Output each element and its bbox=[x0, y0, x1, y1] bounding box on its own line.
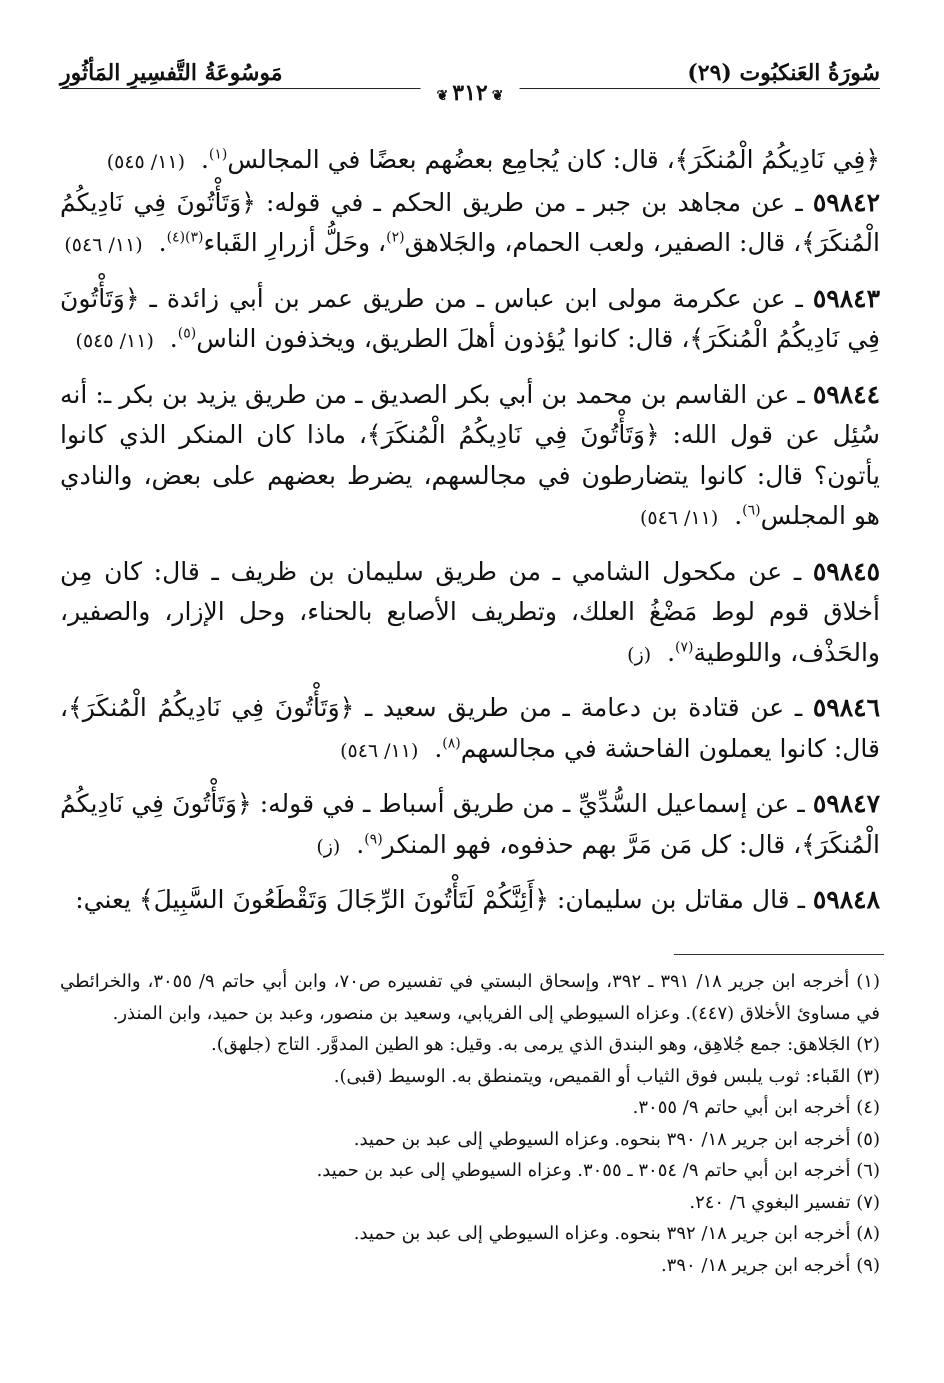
paragraph-text: ، وحَلُّ أزرارِ القَباء bbox=[203, 228, 387, 257]
page-number-box bbox=[421, 80, 520, 106]
source-ref: (ز) bbox=[627, 643, 652, 666]
punctuation: . bbox=[667, 637, 676, 667]
narration-number: ٥٩٨٤٢ bbox=[812, 187, 881, 217]
narration-number: ٥٩٨٤٧ bbox=[812, 789, 880, 818]
footnote-marker: (٢) bbox=[386, 229, 405, 246]
footnote-marker: (٥) bbox=[177, 325, 197, 342]
footnote-marker: (٩) bbox=[364, 831, 383, 848]
footnote-5: (٥) أخرجه ابن جرير ١٨/ ٣٩٠ بنحوه. وعزاه السيوطي إلى عبد بن حميد. bbox=[353, 1128, 880, 1150]
footnote-marker: (٨) bbox=[442, 735, 461, 752]
page-number: ٣١٢ bbox=[452, 80, 488, 106]
narration-59848 bbox=[60, 880, 880, 921]
paragraph-text: ـ قال مقاتل بن سليمان: ﴿أَئِنَّكُمْ لَتَأْتُونَ الرِّجَالَ وَتَقْطَعُونَ السَّبِيلَ﴾ يعني: bbox=[75, 885, 805, 914]
footnotes bbox=[60, 966, 880, 1281]
footnote-marker: (٧) bbox=[675, 639, 694, 656]
paragraph-text: ـ عن إسماعيل السُّدِّيِّ ـ من طريق أسباط ـ في قوله: ﴿وَتَأْتُونَ فِي نَادِيكُمُ الْمُنكَرَ﴾، قال: كل مَن مَرَّ بهم حذفوه، فهو المنكر bbox=[60, 789, 880, 859]
source-ref: (١١/ ٥٤٥) bbox=[106, 151, 186, 173]
footnote-9: (٩) أخرجه ابن جرير ١٨/ ٣٩٠. bbox=[660, 1254, 880, 1276]
ornament-icon: ❦ bbox=[436, 88, 449, 104]
book-title: مَوسُوعَةُ التَّفسِيرِ المَأثُورِ bbox=[60, 60, 283, 86]
footnote-7: (٧) تفسير البغوي ٦/ ٢٤٠. bbox=[689, 1191, 880, 1213]
surah-title: سُورَةُ العَنكبُوت (٢٩) bbox=[687, 60, 880, 86]
source-ref: (١١/ ٥٤٦) bbox=[340, 739, 419, 762]
punctuation: . bbox=[356, 829, 365, 859]
punctuation: . bbox=[434, 733, 443, 763]
paragraph-text: ـ عن قتادة بن دعامة ـ من طريق سعيد ـ ﴿وَتَأْتُونَ فِي نَادِيكُمُ الْمُنكَرَ﴾، قال: كانوا يعملون الفاحشة في مجالسهم bbox=[60, 693, 880, 763]
source-ref: (١١/ ٥٤٥) bbox=[75, 330, 154, 352]
paragraph-text: ـ عن مكحول الشامي ـ من طريق سليمان بن ظريف ـ قال: كان مِن أخلاق قوم لوط مَضْغُ العلك، وتطريف الأصابع بالحناء، وحل الإزار، والصفير، والحَذْف، واللوطية bbox=[60, 556, 880, 667]
narration-59845 bbox=[60, 552, 880, 676]
punctuation: . bbox=[200, 145, 209, 174]
paragraph-text: ـ عن مجاهد بن جبر ـ من طريق الحكم ـ في قوله: ﴿وَتَأْتُونَ فِي نَادِيكُمُ الْمُنكَرَ﴾، قال: الصفير، ولعب الحمام، والجَلاهق bbox=[60, 187, 880, 257]
main-text bbox=[60, 140, 880, 921]
paragraph-text: ـ عن عكرمة مولى ابن عباس ـ من طريق عمر بن أبي زائدة ـ ﴿وَتَأْتُونَ فِي نَادِيكُمُ الْمُنكَرَ﴾، قال: كانوا يُؤذون أهلَ الطريق، ويخذفون الناس bbox=[60, 283, 880, 353]
ornament-icon: ❦ bbox=[491, 88, 504, 104]
narration-number: ٥٩٨٤٦ bbox=[812, 693, 881, 722]
footnote-marker: (٦) bbox=[742, 502, 761, 519]
narration-59842 bbox=[60, 183, 880, 266]
paragraph-text: ـ عن القاسم بن محمد بن أبي بكر الصديق ـ من طريق يزيد بن بكر ـ: أنه سُئِل عن قول الله: ﴿وَتَأْتُونَ فِي نَادِيكُمُ الْمُنكَرَ﴾، ماذا كان المنكر الذي كانوا يأتون؟ قال: كانوا يتضارطون في مجالسهم، يضرط بعضهم على بعض، والنادي هو المجلس bbox=[60, 379, 880, 530]
footnote-8: (٨) أخرجه ابن جرير ١٨/ ٣٩٢ بنحوه. وعزاه السيوطي إلى عبد بن حميد. bbox=[353, 1223, 880, 1244]
punctuation: . bbox=[169, 324, 178, 353]
footnote-4: (٤) أخرجه ابن أبي حاتم ٩/ ٣٠٥٥. bbox=[632, 1097, 880, 1118]
source-ref: (١١/ ٥٤٦) bbox=[64, 234, 143, 256]
paragraph-continuation bbox=[60, 140, 880, 183]
narration-59843 bbox=[60, 279, 880, 362]
narration-number: ٥٩٨٤٨ bbox=[812, 885, 880, 914]
footnote-marker: (٣)(٤) bbox=[166, 229, 204, 246]
footnote-marker: (١) bbox=[208, 146, 228, 163]
paragraph-text: ﴿فِي نَادِيكُمُ الْمُنكَرَ﴾، قال: كان يُجامِع بعضُهم بعضًا في المجالس bbox=[227, 145, 880, 174]
punctuation: . bbox=[734, 501, 743, 530]
footnote-3: (٣) القَباء: ثوب يلبس فوق الثياب أو القميص، ويتمنطق به. الوسيط (قبى). bbox=[333, 1065, 880, 1087]
narration-number: ٥٩٨٤٤ bbox=[812, 379, 880, 409]
narration-59846 bbox=[60, 688, 880, 771]
narration-59844 bbox=[60, 375, 880, 539]
punctuation: . bbox=[158, 228, 167, 257]
narration-number: ٥٩٨٤٥ bbox=[812, 556, 880, 586]
narration-59847 bbox=[60, 784, 880, 867]
page-header bbox=[60, 58, 880, 106]
footnote-6: (٦) أخرجه ابن أبي حاتم ٩/ ٣٠٥٤ ـ ٣٠٥٥. وعزاه السيوطي إلى عبد بن حميد. bbox=[316, 1160, 880, 1181]
footnote-2: (٢) الجَلاهق: جمع جُلاهِق، وهو البندق الذي يرمى به. وقيل: هو الطين المدوَّر. التاج (جلهق). bbox=[210, 1034, 880, 1055]
source-ref: (ز) bbox=[316, 835, 341, 858]
footnote-divider bbox=[674, 954, 884, 955]
narration-number: ٥٩٨٤٣ bbox=[812, 283, 880, 313]
footnote-1: (١) أخرجه ابن جرير ١٨/ ٣٩١ ـ ٣٩٢، وإسحاق البستي في تفسيره ص٧٠، وابن أبي حاتم ٩/ ٣٠٥٥، والخرائطي في مساوئ الأخلاق (٤٤٧). وعزاه السيوطي إلى الفريابي، وسعيد بن منصور، وعبد بن حميد، وابن المنذر. bbox=[60, 971, 880, 1024]
source-ref: (١١/ ٥٤٦) bbox=[639, 507, 719, 529]
